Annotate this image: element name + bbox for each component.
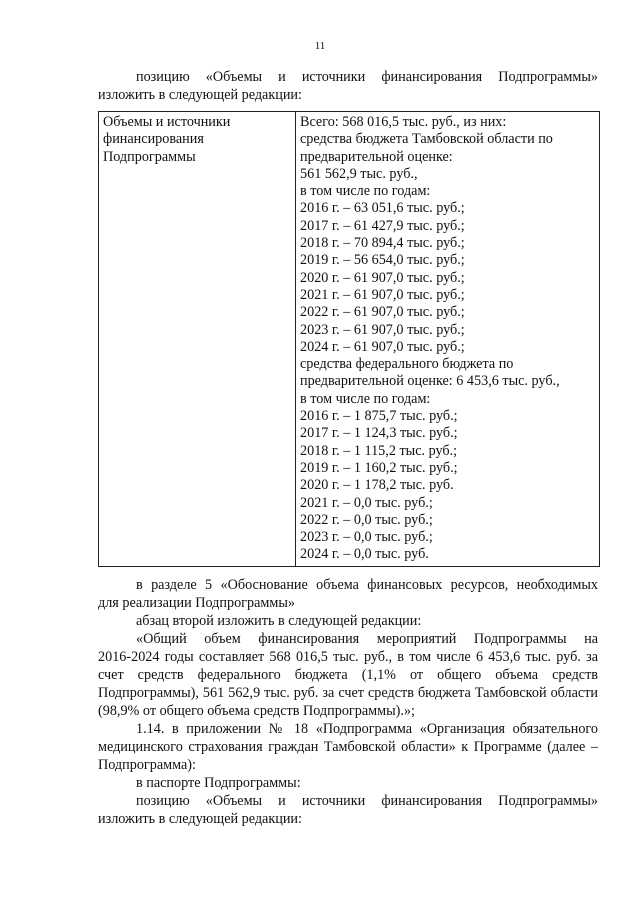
- intro-paragraph: [98, 68, 598, 104]
- appendix18-paragraph: [98, 720, 598, 774]
- financing-value-cell: [296, 112, 600, 567]
- total-volume-first-line: «Общий объем финансирования мероприятий Подпрограммы на: [136, 631, 598, 647]
- intro-first-line: позицию «Объемы и источники финансирования Подпрограммы»: [136, 69, 598, 85]
- appendix18-rest: медицинского страхования граждан Тамбовской области» к Программе (далее – Подпрограмма):: [98, 739, 598, 773]
- value-line: в том числе по годам:: [300, 183, 431, 200]
- value-line: предварительной оценке:: [300, 148, 453, 165]
- value-line: 2022 г. – 0,0 тыс. руб.;: [300, 511, 433, 528]
- value-line: Всего: 568 016,5 тыс. руб., из них:: [300, 114, 507, 130]
- financing-table: [98, 111, 600, 567]
- label-line: финансирования: [103, 131, 204, 148]
- abzac-line: абзац второй изложить в следующей редакции:: [136, 613, 422, 629]
- value-line: 2023 г. – 0,0 тыс. руб.;: [300, 529, 433, 546]
- value-line: 2020 г. – 61 907,0 тыс. руб.;: [300, 269, 465, 286]
- section5-first-line: в разделе 5 «Обоснование объема финансовых ресурсов, необходимых: [136, 577, 598, 593]
- value-line: средства федерального бюджета по: [300, 356, 514, 373]
- value-line: предварительной оценке: 6 453,6 тыс. руб.,: [300, 373, 560, 390]
- intro-rest: изложить в следующей редакции:: [98, 87, 302, 103]
- position-first-line: позицию «Объемы и источники финансирования Подпрограммы»: [136, 793, 598, 809]
- page-number: 11: [314, 40, 326, 52]
- value-line: 2024 г. – 0,0 тыс. руб.: [300, 546, 429, 563]
- abzac-paragraph: [98, 612, 598, 630]
- value-line: 2020 г. – 1 178,2 тыс. руб.: [300, 477, 454, 494]
- appendix18-first-line: 1.14. в приложении № 18 «Подпрограмма «Организация обязательного: [136, 721, 598, 737]
- value-line: 2024 г. – 61 907,0 тыс. руб.;: [300, 338, 465, 355]
- value-line: 2023 г. – 61 907,0 тыс. руб.;: [300, 321, 465, 338]
- value-line: 2016 г. – 63 051,6 тыс. руб.;: [300, 200, 465, 217]
- value-line: 2019 г. – 1 160,2 тыс. руб.;: [300, 459, 458, 476]
- total-volume-rest: 2016-2024 годы составляет 568 016,5 тыс. руб., в том числе 6 453,6 тыс. руб. за счет средств федерального бюджета (1,1% от общего объема средств Подпрограммы), 561 562,9 тыс. руб. за счет средств бюджета Тамбовской области (98,9% от общего объема средств Подпрограммы).»;: [98, 649, 598, 719]
- value-line: 2021 г. – 0,0 тыс. руб.;: [300, 494, 433, 511]
- label-line: Объемы и источники: [103, 114, 231, 130]
- value-line: 2017 г. – 61 427,9 тыс. руб.;: [300, 217, 465, 234]
- label-line: Подпрограммы: [103, 148, 196, 165]
- value-line: 2017 г. – 1 124,3 тыс. руб.;: [300, 425, 458, 442]
- section5-rest: для реализации Подпрограммы»: [98, 595, 295, 611]
- financing-label-cell: [99, 112, 296, 567]
- value-line: 2018 г. – 1 115,2 тыс. руб.;: [300, 442, 458, 459]
- value-line: 2018 г. – 70 894,4 тыс. руб.;: [300, 235, 465, 252]
- value-line: 2021 г. – 61 907,0 тыс. руб.;: [300, 286, 465, 303]
- section5-paragraph: [98, 576, 598, 612]
- position-paragraph: [98, 792, 598, 828]
- position-rest: изложить в следующей редакции:: [98, 811, 302, 827]
- value-line: 2022 г. – 61 907,0 тыс. руб.;: [300, 304, 465, 321]
- value-line: в том числе по годам:: [300, 390, 431, 407]
- financing-row: [99, 112, 600, 567]
- value-line: 2016 г. – 1 875,7 тыс. руб.;: [300, 408, 458, 425]
- value-line: 2019 г. – 56 654,0 тыс. руб.;: [300, 252, 465, 269]
- value-line: средства бюджета Тамбовской области по: [300, 131, 553, 148]
- passport-paragraph: [98, 774, 598, 792]
- total-volume-paragraph: [98, 630, 598, 720]
- passport-line: в паспорте Подпрограммы:: [136, 775, 301, 791]
- value-line: 561 562,9 тыс. руб.,: [300, 165, 418, 182]
